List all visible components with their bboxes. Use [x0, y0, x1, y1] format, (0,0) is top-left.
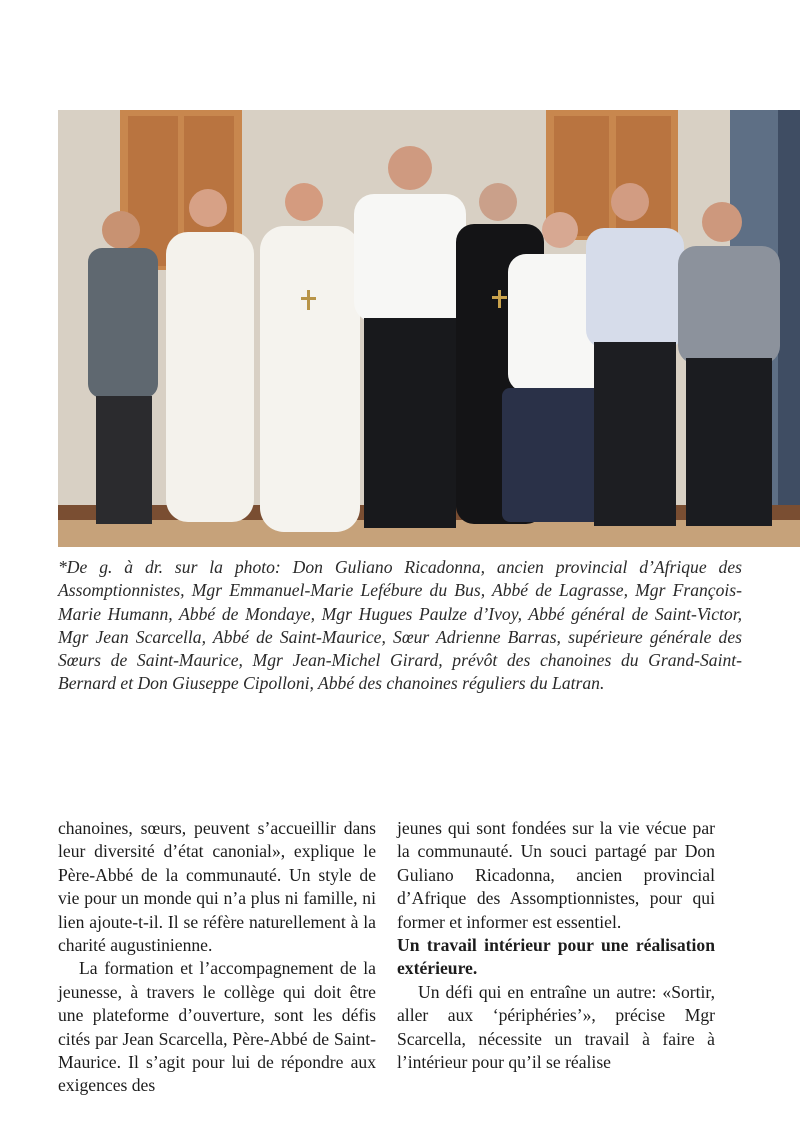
- group-photo: [58, 110, 800, 547]
- paragraph: jeunes qui sont fondées sur la vie vécue par la communauté. Un souci partagé par Don Guliano Ricadonna, ancien provincial d’Afrique des Assomptionnistes, pour qui former et informer est essentiel.: [397, 818, 715, 932]
- article-column-right: [397, 817, 715, 1074]
- paragraph: Un défi qui en entraîne un autre: «Sortir, aller aux ‘périphéries’», précise Mgr Scarcella, nécessite un travail à faire à l’intérieur pour qu’il se réalise: [397, 981, 715, 1073]
- photo-caption: *De g. à dr. sur la photo: Don Guliano Ricadonna, ancien provincial d’Afrique des Assomptionnistes, Mgr Emmanuel-Marie Lefébure du Bus, Abbé de Lagrasse, Mgr François-Marie Humann, Abbé de Mondaye, Mgr Hugues Paulze d’Ivoy, Abbé général de Saint-Victor, Mgr Jean Scarcella, Abbé de Saint-Maurice, Sœur Adrienne Barras, supérieure générale des Sœurs de Saint-Maurice, Mgr Jean-Michel Girard, prévôt des chanoines du Grand-Saint-Bernard et Don Giuseppe Cipolloni, Abbé des chanoines réguliers du Latran.: [58, 557, 742, 694]
- paragraph: La formation et l’accompagnement de la jeunesse, à travers le collège qui doit être une plateforme d’ouverture, sont les défis cités par Jean Scarcella, Père-Abbé de Saint-Maurice. Il s’agit pour lui de répondre aux exigences des: [58, 958, 376, 1096]
- article-column-left: [58, 817, 376, 1098]
- section-subheading: Un travail intérieur pour une réalisation extérieure.: [397, 935, 715, 979]
- paragraph: chanoines, sœurs, peuvent s’accueillir dans leur diversité d’état canonial», explique le Père-Abbé de la communauté. Un style de vie pour un monde qui n’a plus ni famille, ni lien ajoute-t-il. Il se réfère naturellement à la charité augustinienne.: [58, 818, 376, 956]
